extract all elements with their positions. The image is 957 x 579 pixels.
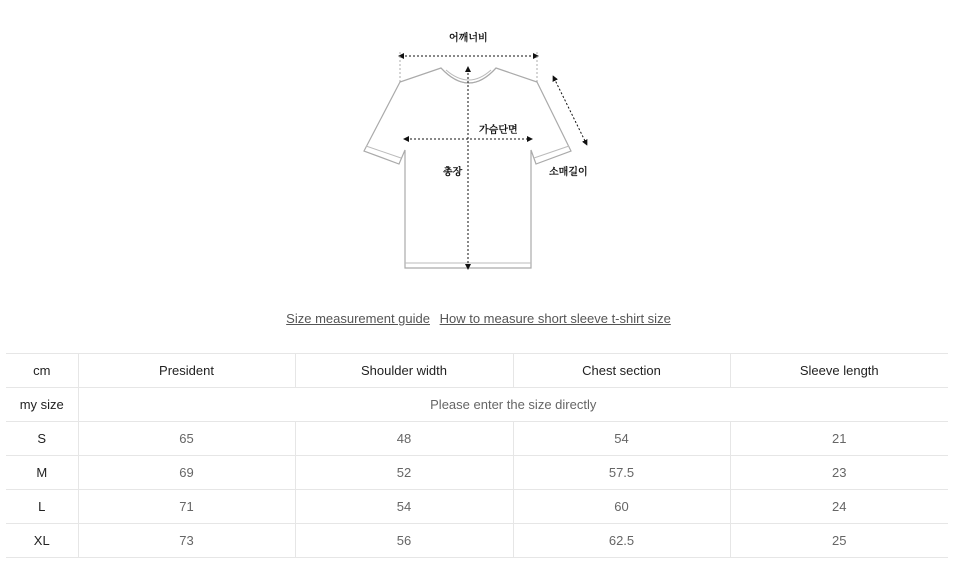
table-cell: 25 [730,524,948,558]
header-chest-section: Chest section [513,354,730,388]
table-cell: 54 [295,490,513,524]
table-cell: 56 [295,524,513,558]
my-size-label: my size [6,388,78,422]
shoulder-width-label: 어깨너비 [449,33,488,44]
size-guide-link[interactable]: Size measurement guide [286,311,430,326]
table-cell: 69 [78,456,295,490]
chest-section-label: 가슴단면 [479,125,518,136]
guide-links [0,311,957,326]
header-shoulder-width: Shoulder width [295,354,513,388]
header-sleeve-length: Sleeve length [730,354,948,388]
table-cell: 52 [295,456,513,490]
my-size-row [6,388,948,422]
header-unit: cm [6,354,78,388]
size-label: M [6,456,78,490]
table-cell: 65 [78,422,295,456]
table-row [6,456,948,490]
howto-measure-link[interactable]: How to measure short sleeve t-shirt size [439,311,671,326]
table-cell: 48 [295,422,513,456]
total-length-label: 총장 [443,167,463,178]
size-table [6,353,948,558]
table-cell: 24 [730,490,948,524]
table-cell: 71 [78,490,295,524]
table-cell: 73 [78,524,295,558]
sleeve-length-label: 소매길이 [549,167,588,178]
table-cell: 62.5 [513,524,730,558]
table-row [6,524,948,558]
table-cell: 23 [730,456,948,490]
table-row [6,490,948,524]
size-label: XL [6,524,78,558]
size-label: S [6,422,78,456]
table-cell: 57.5 [513,456,730,490]
table-cell: 54 [513,422,730,456]
size-label: L [6,490,78,524]
my-size-input-prompt[interactable]: Please enter the size directly [78,388,948,422]
header-president: President [78,354,295,388]
table-cell: 60 [513,490,730,524]
table-cell: 21 [730,422,948,456]
table-row [6,422,948,456]
table-header-row [6,354,948,388]
